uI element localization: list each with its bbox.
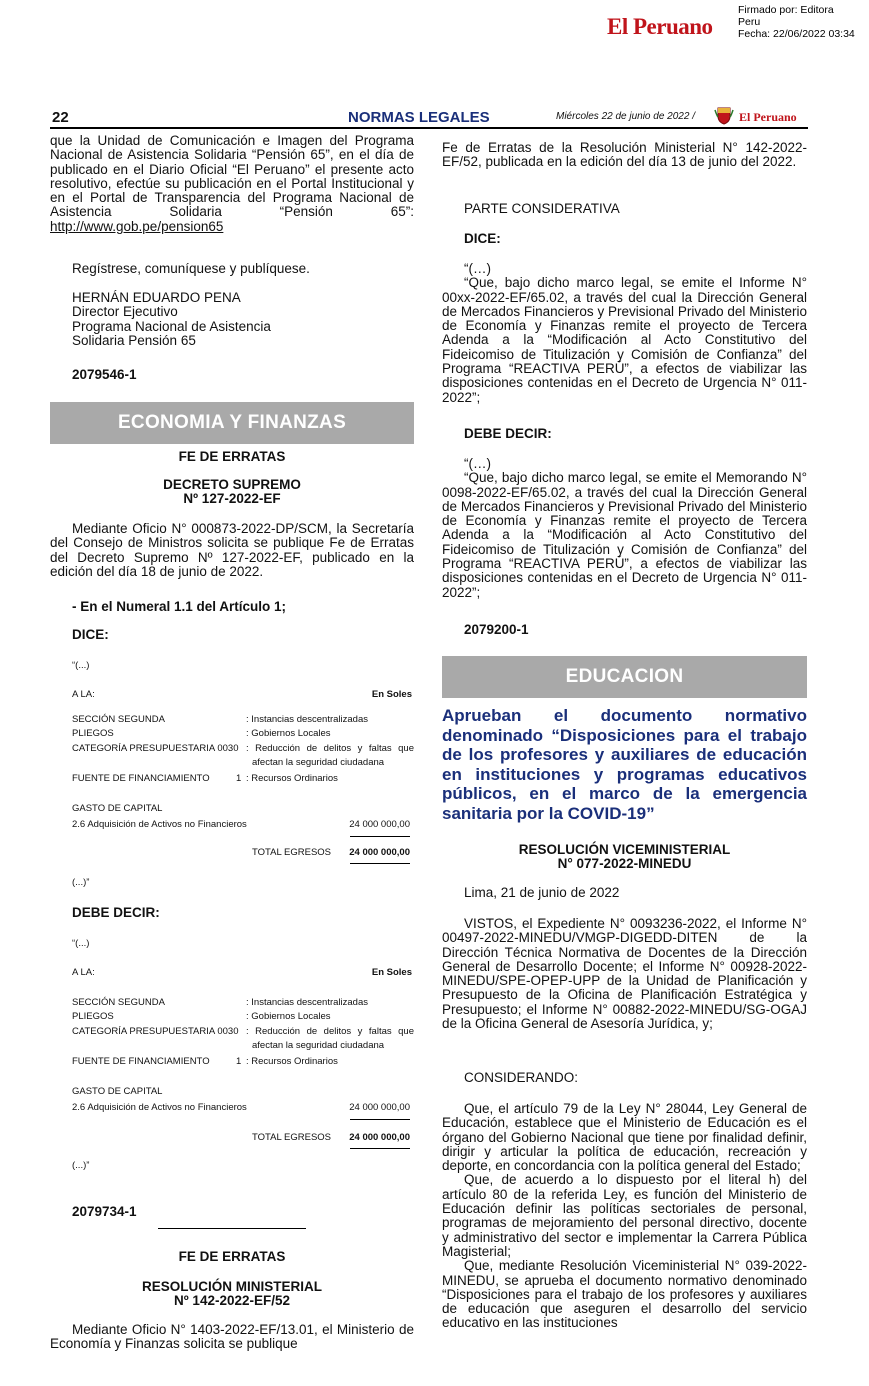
table-label: TOTAL EGRESOS (252, 1132, 332, 1143)
table-rule (350, 1119, 410, 1120)
table-label: PLIEGOS (72, 1011, 114, 1022)
table-value: : Recursos Ordinarios (246, 1056, 338, 1067)
considerando-paragraph: Que, el artículo 79 de la Ley N° 28044, Ley General de Educación, establece que el Ministerio de Educación es el órgano del Gobierno Nacional que tiene por finalidad definir, dirigir y articular la política de educación, recreación y deporte, en concordancia con la política general del Estado; (442, 1101, 807, 1174)
pension65-link[interactable]: http://www.gob.pe/pension65 (50, 218, 224, 234)
decreto-title: DECRETO SUPREMO (163, 477, 301, 492)
debe-block (442, 457, 807, 600)
table-open: “(...) (72, 660, 90, 671)
resolucion-heading (50, 1280, 414, 1309)
left-column-intro (50, 134, 414, 234)
registrese-line: Regístrese, comuníquese y publíquese. (72, 261, 310, 276)
vistos-paragraph: VISTOS, el Expediente N° 0093236-2022, el Informe N° 00497-2022-MINEDU/VMGP-DIGEDD-DITEN de la Dirección Técnica Normativa de Docentes de la Dirección General de Desarrollo Docente; el Informe N° 00928-2022-MINEDU/SPE-OPEP-UPP de la Unidad de Planificación y Presupuesto de la Oficina de Planificación Estratégica y Presupuesto; el Informe N° 00882-2022-MINEDU/SG-OGAJ de la Oficina General de Asesoría Jurídica, y; (442, 916, 807, 1032)
table-value: : Instancias descentralizadas (246, 997, 368, 1008)
table-value: : Recursos Ordinarios (246, 773, 338, 784)
oficio-paragraph: Mediante Oficio N° 000873-2022-DP/SCM, la Secretaría del Consejo de Ministros solicita se publique Fe de Erratas del Decreto Supremo Nº 127-2022-EF, publicado en la edición del día 18 de junio de 2022. (50, 521, 414, 579)
stamp-line: Fecha: 22/06/2022 03:34 (738, 28, 855, 40)
table-value: : Gobiernos Locales (246, 1011, 331, 1022)
table-currency: En Soles (371, 967, 412, 978)
table-total: 24 000 000,00 (349, 1132, 410, 1143)
table-value: : Reducción de delitos y faltas que (246, 743, 414, 754)
table-value: : Instancias descentralizadas (246, 714, 368, 725)
budget-table-debe-decir (72, 938, 414, 1178)
table-label: SECCIÓN SEGUNDA (72, 714, 165, 725)
doc-code: 2079734-1 (72, 1204, 137, 1219)
table-value: 1 (236, 1056, 242, 1067)
el-peruano-logo: El Peruano (607, 14, 713, 39)
table-close: (...)” (72, 877, 90, 888)
table-label: PLIEGOS (72, 728, 114, 739)
paragraph (50, 134, 414, 234)
ellipsis-quote: “(…) (464, 456, 491, 471)
table-ala: A LA: (72, 689, 95, 700)
table-label: FUENTE DE FINANCIAMIENTO (72, 773, 210, 784)
table-label: SECCIÓN SEGUNDA (72, 997, 165, 1008)
signer-title: Solidaria Pensión 65 (72, 332, 196, 348)
table-close: (...)” (72, 1160, 90, 1171)
table-ala: A LA: (72, 967, 95, 978)
header-rule (50, 127, 808, 129)
table-label: TOTAL EGRESOS (252, 847, 332, 858)
signature-stamp (738, 4, 855, 40)
table-value: : Gobiernos Locales (246, 728, 331, 739)
section-band-educacion: EDUCACION (442, 656, 807, 698)
rvm-title: RESOLUCIÓN VICEMINISTERIAL (518, 842, 731, 857)
table-value: : Reducción de delitos y faltas que (246, 1026, 414, 1037)
ellipsis-quote: “(…) (464, 261, 491, 276)
table-currency: En Soles (371, 689, 412, 700)
dice-paragraph: “Que, bajo dicho marco legal, se emite el Informe N° 00xx-2022-EF/65.02, a través del cual la Dirección General de Mercados Financieros y Previsional Privado del Ministerio de Economía y Finanzas remite el proyecto de Tercera Adenda a la “Modificación al Acto Constitutivo del Fideicomiso de Titulización y Comisión de Confianza” del Programa “REACTIVA PERÚ”, a efectos de viabilizar las disposiciones contenidas en el Decreto de Urgencia N° 011-2022”; (442, 275, 807, 405)
lima-date: Lima, 21 de junio de 2022 (464, 885, 620, 900)
stamp-line: Firmado por: Editora (738, 4, 834, 16)
table-amount: 24 000 000,00 (349, 819, 410, 830)
considerando-paragraph: Que, mediante Resolución Viceministerial N° 039-2022-MINEDU, se aprueba el documento normativo denominado “Disposiciones para el trabajo de los profesores y auxiliares de educación que aseguren el desarrollo del servicio educativo en las instituciones (442, 1258, 807, 1331)
table-value: 1 (236, 773, 242, 784)
oficio2-paragraph: Mediante Oficio N° 1403-2022-EF/13.01, el Ministerio de Economía y Finanzas solicita se publique (50, 1322, 414, 1352)
section-band-economia: ECONOMIA Y FINANZAS (50, 402, 414, 444)
separator-rule (158, 1228, 306, 1229)
dice-label: DICE: (464, 231, 501, 246)
dice-block (442, 262, 807, 405)
dice-label: DICE: (72, 627, 109, 642)
table-value: afectan la seguridad ciudadana (252, 757, 385, 768)
table-open: “(...) (72, 938, 90, 949)
doc-code: 2079546-1 (72, 367, 137, 382)
table-label: 2.6 Adquisición de Activos no Financieros (72, 1102, 247, 1113)
rvm-number: N° 077-2022-MINEDU (557, 856, 692, 872)
coat-of-arms-icon (714, 107, 734, 125)
considerando-label: CONSIDERANDO: (464, 1070, 579, 1085)
table-rule (350, 836, 410, 837)
considerando-body (442, 1102, 807, 1331)
table-value: afectan la seguridad ciudadana (252, 1040, 385, 1051)
signer-name: HERNÁN EDUARDO PENA (72, 290, 241, 305)
table-label: GASTO DE CAPITAL (72, 1086, 163, 1097)
debe-decir-label: DEBE DECIR: (72, 905, 160, 920)
budget-table-dice (72, 660, 414, 900)
parte-considerativa: PARTE CONSIDERATIVA (464, 201, 620, 216)
numeral-line: - En el Numeral 1.1 del Artículo 1; (72, 599, 287, 614)
rvm-heading (442, 843, 807, 872)
table-label: 2.6 Adquisición de Activos no Financieros (72, 819, 247, 830)
resolucion-title: RESOLUCIÓN MINISTERIAL (141, 1279, 322, 1294)
considerando-paragraph: Que, de acuerdo a lo dispuesto por el literal h) del artículo 80 de la referida Ley, es función del Ministerio de Educación definir las políticas sectoriales de personal, programas de mejoramiento del personal directivo, docente y administrativo del sector e implementar la Carrera Pública Magisterial; (442, 1172, 807, 1259)
decreto-number: Nº 127-2022-EF (183, 491, 281, 507)
table-label: CATEGORÍA PRESUPUESTARIA 0030 (72, 743, 239, 754)
debe-paragraph: “Que, bajo dicho marco legal, se emite el Memorando N° 0098-2022-EF/65.02, a través del cual la Dirección General de Mercados Financieros y Previsional Privado del Ministerio de Economía y Finanzas remite el proyecto de Tercera Adenda a la “Modificación al Acto Constitutivo del Fideicomiso de Titulización y Comisión de Confianza” del Programa “REACTIVA PERÚ”, a efectos de viabilizar las disposiciones contenidas en el Decreto de Urgencia N° 011-2022”; (442, 470, 807, 600)
table-rule (350, 1148, 410, 1149)
page-number: 22 (52, 109, 69, 126)
right-intro: Fe de Erratas de la Resolución Ministerial N° 142-2022-EF/52, publicada en la edición del día 13 de junio del 2022. (442, 140, 807, 170)
debe-decir-label: DEBE DECIR: (464, 426, 552, 441)
stamp-line: Peru (738, 16, 761, 28)
section-title: NORMAS LEGALES (348, 109, 490, 126)
fe-de-erratas-heading: FE DE ERRATAS (178, 449, 286, 464)
paragraph-text: que la Unidad de Comunicación e Imagen del Programa Nacional de Asistencia Solidaria “Pensión 65”, en el día de publicado en el Diario Oficial “El Peruano” el presente acto resolutivo, efectúe su publicación en el Portal Institucional y en el Portal de Transparencia del Programa Nacional de Asistencia Solidaria “Pensión 65”: (50, 133, 414, 220)
norm-headline: Aprueban el documento normativo denominado “Disposiciones para el trabajo de los profesores y auxiliares de educación en instituciones y programas educativos públicos, en el marco de la emergencia sanitaria por la COVID-19” (442, 706, 807, 823)
header-brand: El Peruano (739, 110, 797, 124)
signer-title: Director Ejecutivo (72, 304, 178, 320)
table-amount: 24 000 000,00 (349, 1102, 410, 1113)
signature-block (50, 291, 414, 348)
fe-de-erratas-heading: FE DE ERRATAS (178, 1249, 286, 1264)
doc-code: 2079200-1 (464, 622, 529, 637)
resolucion-number: Nº 142-2022-EF/52 (174, 1293, 290, 1309)
signer-title: Programa Nacional de Asistencia (72, 318, 271, 334)
table-rule (350, 863, 410, 864)
decreto-heading (50, 478, 414, 507)
header-date: Miércoles 22 de junio de 2022 / (556, 111, 695, 122)
table-label: GASTO DE CAPITAL (72, 803, 163, 814)
table-total: 24 000 000,00 (349, 847, 410, 858)
table-label: CATEGORÍA PRESUPUESTARIA 0030 (72, 1026, 239, 1037)
table-label: FUENTE DE FINANCIAMIENTO (72, 1056, 210, 1067)
